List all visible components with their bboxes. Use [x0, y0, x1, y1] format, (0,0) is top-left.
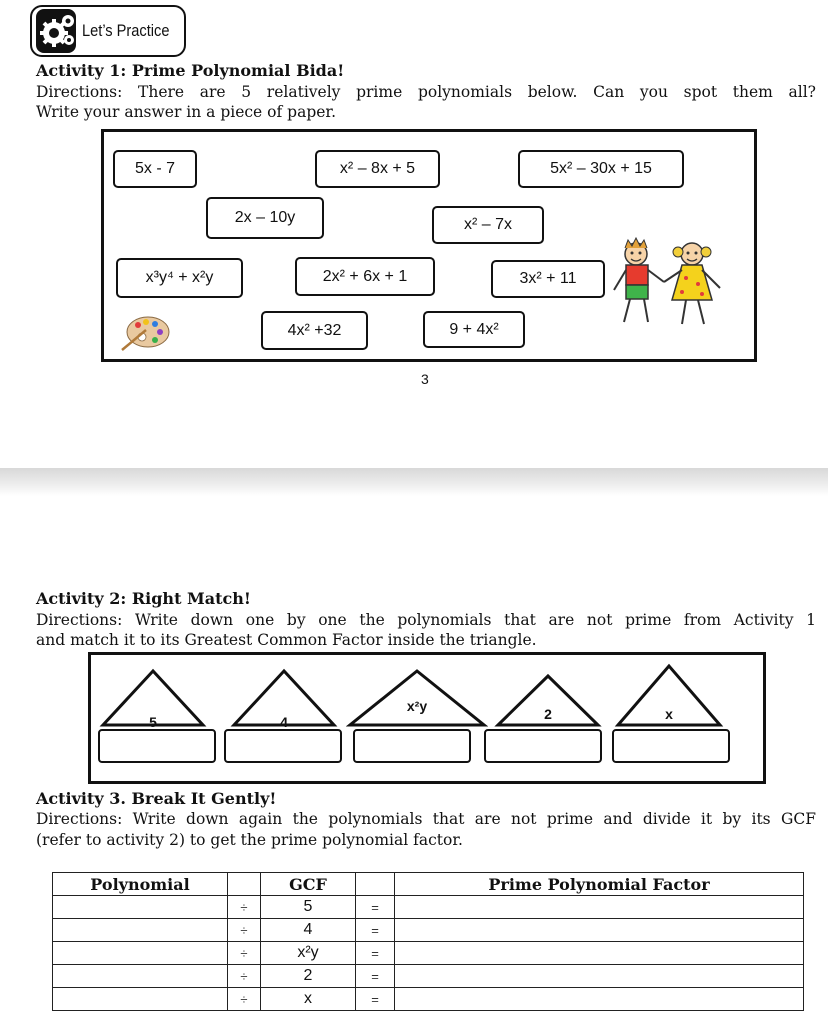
- activity1-directions-line2: Write your answer in a piece of paper.: [36, 103, 337, 121]
- equals-symbol: =: [356, 896, 395, 919]
- header-equals-blank: [356, 873, 395, 896]
- gcf-label: 4: [280, 714, 288, 730]
- polynomial-cell[interactable]: [53, 988, 228, 1011]
- table-header-row: [53, 873, 804, 896]
- lets-practice-badge: [30, 5, 186, 57]
- answer-box[interactable]: [224, 729, 342, 763]
- table-row: [53, 896, 804, 919]
- table-row: [53, 988, 804, 1011]
- equals-symbol: =: [356, 919, 395, 942]
- divide-symbol: ÷: [228, 896, 261, 919]
- prime-factor-cell[interactable]: [395, 965, 804, 988]
- gcf-label: x²y: [406, 698, 428, 714]
- activity2-directions-line2: and match it to its Greatest Common Factor inside the triangle.: [36, 631, 537, 649]
- table-row: [53, 942, 804, 965]
- prime-factor-cell[interactable]: [395, 919, 804, 942]
- activity3-directions-line2: (refer to activity 2) to get the prime polynomial factor.: [36, 831, 463, 849]
- paint-palette-icon: [118, 312, 174, 352]
- prime-factor-cell[interactable]: [395, 896, 804, 919]
- polynomial-box: 4x² +32: [261, 311, 368, 350]
- prime-factor-cell[interactable]: [395, 942, 804, 965]
- gears-icon: [36, 9, 76, 53]
- header-divide-blank: [228, 873, 261, 896]
- table-row: [53, 919, 804, 942]
- gcf-cell: x: [261, 988, 356, 1011]
- factor-table: [52, 872, 804, 1011]
- answer-box[interactable]: [353, 729, 471, 763]
- polynomial-cell[interactable]: [53, 919, 228, 942]
- divide-symbol: ÷: [228, 988, 261, 1011]
- header-gcf: GCF: [261, 873, 356, 896]
- divide-symbol: ÷: [228, 942, 261, 965]
- header-polynomial: Polynomial: [53, 873, 228, 896]
- page-number: 3: [421, 371, 429, 387]
- polynomial-box: x² – 8x + 5: [315, 150, 440, 188]
- gcf-triangle: [99, 668, 207, 728]
- polynomial-box: 3x² + 11: [491, 260, 605, 298]
- polynomial-box: 5x - 7: [113, 150, 197, 188]
- gcf-triangle: [346, 668, 488, 728]
- activity2-title: Activity 2: Right Match!: [36, 589, 251, 608]
- activity1-title: Activity 1: Prime Polynomial Bida!: [36, 61, 345, 80]
- gcf-triangle: [230, 668, 338, 728]
- polynomial-box: x² – 7x: [432, 206, 544, 244]
- answer-box[interactable]: [484, 729, 602, 763]
- divide-symbol: ÷: [228, 919, 261, 942]
- equals-symbol: =: [356, 965, 395, 988]
- polynomial-box: 5x² – 30x + 15: [518, 150, 684, 188]
- badge-label: Let’s Practice: [82, 21, 170, 40]
- polynomial-box: 2x – 10y: [206, 197, 324, 239]
- kids-illustration: [608, 234, 736, 334]
- activity3-title: Activity 3. Break It Gently!: [36, 789, 277, 808]
- answer-box[interactable]: [612, 729, 730, 763]
- gcf-cell: 5: [261, 896, 356, 919]
- equals-symbol: =: [356, 988, 395, 1011]
- divide-symbol: ÷: [228, 965, 261, 988]
- gcf-label: 2: [544, 706, 552, 722]
- gcf-label: 5: [149, 714, 157, 730]
- equals-symbol: =: [356, 942, 395, 965]
- polynomial-cell[interactable]: [53, 942, 228, 965]
- polynomial-box: x³y⁴ + x²y: [116, 258, 243, 298]
- page-separator: [0, 468, 828, 496]
- gcf-cell: 4: [261, 919, 356, 942]
- prime-factor-cell[interactable]: [395, 988, 804, 1011]
- table-row: [53, 965, 804, 988]
- polynomial-cell[interactable]: [53, 965, 228, 988]
- activity2-directions-line1: Directions: Write down one by one the polynomials that are not prime from Activity 1: [36, 611, 816, 629]
- gcf-cell: 2: [261, 965, 356, 988]
- header-prime-factor: Prime Polynomial Factor: [395, 873, 804, 896]
- gcf-label: x: [665, 706, 673, 722]
- polynomial-box: 9 + 4x²: [423, 311, 525, 348]
- activity1-directions-line1: Directions: There are 5 relatively prime polynomials below. Can you spot them all?: [36, 83, 816, 101]
- polynomial-cell[interactable]: [53, 896, 228, 919]
- gcf-triangle: [494, 673, 602, 728]
- gcf-triangle: [614, 663, 724, 728]
- answer-box[interactable]: [98, 729, 216, 763]
- polynomial-box: 2x² + 6x + 1: [295, 257, 435, 296]
- activity3-directions-line1: Directions: Write down again the polynomials that are not prime and divide it by its GCF: [36, 810, 816, 828]
- gcf-cell: x²y: [261, 942, 356, 965]
